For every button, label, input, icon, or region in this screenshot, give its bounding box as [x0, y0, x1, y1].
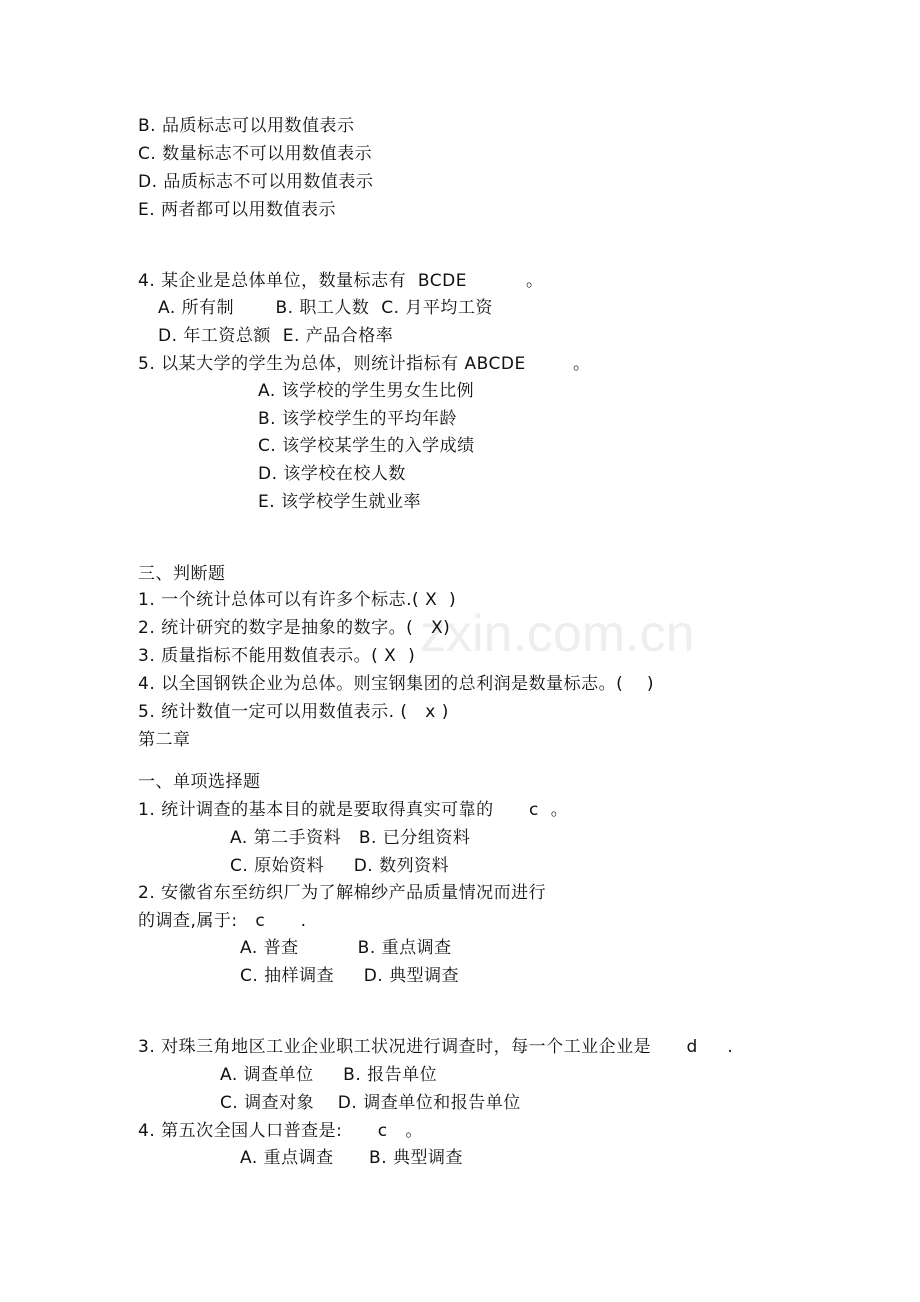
- question-5-option-a: A. 该学校的学生男女生比例: [258, 381, 475, 401]
- chapter-2-question-2: 2. 安徽省东至纺织厂为了解棉纱产品质量情况而进行: [138, 883, 547, 903]
- option-b-quality-marker: B. 品质标志可以用数值表示: [138, 116, 355, 136]
- question-4-options-row-2: D. 年工资总额 E. 产品合格率: [158, 326, 394, 346]
- watermark: zxin.com.cn: [420, 605, 695, 663]
- option-d-quality-marker: D. 品质标志不可以用数值表示: [138, 172, 374, 192]
- question-5-option-c: C. 该学校某学生的入学成绩: [258, 436, 475, 456]
- chapter-2-question-1-options-row-1: A. 第二手资料 B. 已分组资料: [230, 828, 471, 848]
- chapter-2-question-4: 4. 第五次全国人口普查是: c 。: [138, 1121, 423, 1141]
- question-4-options-row-1: A. 所有制 B. 职工人数 C. 月平均工资: [158, 298, 493, 318]
- true-false-item-5: 5. 统计数值一定可以用数值表示. ( x ): [138, 702, 449, 722]
- question-5-option-d: D. 该学校在校人数: [258, 464, 406, 484]
- true-false-item-2: 2. 统计研究的数字是抽象的数字。( X): [138, 618, 451, 638]
- option-c-quantity-marker: C. 数量标志不可以用数值表示: [138, 144, 373, 164]
- chapter-2-question-4-options-row-1: A. 重点调查 B. 典型调查: [240, 1148, 464, 1168]
- chapter-2-question-3: 3. 对珠三角地区工业企业职工状况进行调查时，每一个工业企业是 d .: [138, 1037, 734, 1057]
- section-true-false-heading: 三、判断题: [138, 564, 226, 584]
- option-e-both: E. 两者都可以用数值表示: [138, 200, 337, 220]
- chapter-2-question-3-options-row-1: A. 调查单位 B. 报告单位: [220, 1065, 438, 1085]
- true-false-item-1: 1. 一个统计总体可以有许多个标志.( X ): [138, 590, 457, 610]
- chapter-2-question-2-continued: 的调查,属于: c .: [138, 911, 307, 931]
- true-false-item-3: 3. 质量指标不能用数值表示。( X ): [138, 646, 416, 666]
- chapter-2-heading: 第二章: [138, 730, 191, 750]
- chapter-2-question-1: 1. 统计调查的基本目的就是要取得真实可靠的 c 。: [138, 800, 569, 820]
- true-false-item-4: 4. 以全国钢铁企业为总体。则宝钢集团的总利润是数量标志。( ): [138, 674, 655, 694]
- question-5-statistical-indicators: 5. 以某大学的学生为总体，则统计指标有 ABCDE 。: [138, 354, 591, 374]
- question-5-option-b: B. 该学校学生的平均年龄: [258, 409, 457, 429]
- question-5-option-e: E. 该学校学生就业率: [258, 492, 422, 512]
- section-single-choice-heading: 一、单项选择题: [138, 772, 261, 792]
- chapter-2-question-2-options-row-2: C. 抽样调查 D. 典型调查: [240, 966, 460, 986]
- chapter-2-question-3-options-row-2: C. 调查对象 D. 调查单位和报告单位: [220, 1093, 521, 1113]
- question-4-quantity-markers: 4. 某企业是总体单位，数量标志有 BCDE 。: [138, 271, 544, 291]
- chapter-2-question-2-options-row-1: A. 普查 B. 重点调查: [240, 938, 452, 958]
- chapter-2-question-1-options-row-2: C. 原始资料 D. 数列资料: [230, 856, 450, 876]
